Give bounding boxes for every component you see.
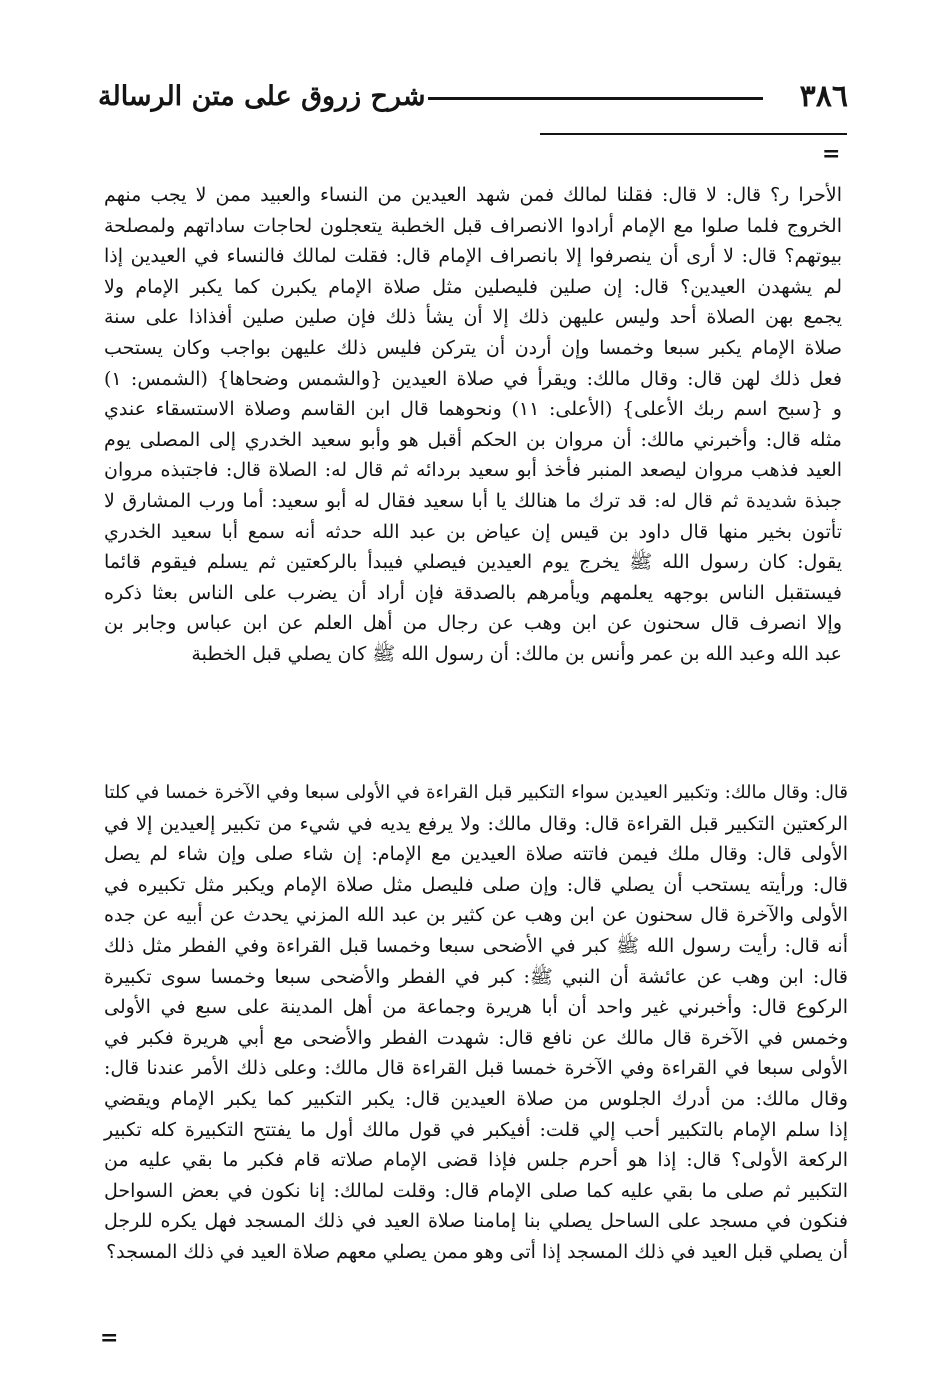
text-line: بيوتهم؟ قال: لا أرى أن ينصرفوا إلا بانصراف الإمام قال: فقلت لمالك فالنساء في العيدين إذا — [104, 245, 842, 268]
text-line: فنكون في مسجد على الساحل يصلي بنا إمامنا صلاة العيد في ذلك المسجد فهل يكره للرجل — [104, 1210, 848, 1233]
text-line: عبد الله وعبد الله بن عمر وأنس بن مالك: أن رسول الله ﷺ كان يصلي قبل الخطبة — [191, 642, 842, 665]
section-end-mark: = — [100, 1325, 119, 1351]
paragraph-1 — [104, 180, 842, 670]
text-line: التكبير ثم صلى ما بقي عليه كما صلى الإمام قال: وقلت لمالك: إنا نكون في بعض السواحل — [104, 1179, 848, 1202]
text-line: الأولى والآخرة قال سحنون عن ابن وهب عن كثير بن عبد الله المزني يحدث عن أبيه عن جده — [104, 904, 848, 927]
text-line: وخمس في الآخرة قال مالك عن نافع قال: شهدت الفطر والأضحى مع أبي هريرة فكبر في — [104, 1026, 848, 1049]
text-top-rule — [540, 133, 847, 135]
text-line: و {سبح اسم ربك الأعلى} (الأعلى: ١١) ونحوهما قال ابن القاسم وصلاة الاستسقاء عندي — [104, 398, 842, 421]
text-line: الخروج فلما صلوا مع الإمام أرادوا الانصراف قبل الخطبة يتعجلون لحاجات ساداتهم ولمصلحة — [104, 214, 842, 237]
header-rule — [428, 97, 763, 100]
text-line: الركعة الأولى؟ قال: إذا هو أحرم جلس فإذا قضى الإمام صلاته قام فكبر ما بقي عليه من — [104, 1149, 848, 1172]
text-line: الأولى سبعا في القراءة وفي الآخرة خمسا قبل القراءة قال مالك: وعلى ذلك الأمر عندنا قال: — [104, 1057, 848, 1080]
text-line: الأولى قال: وقال ملك فيمن فاتته صلاة العيدين مع الإمام: إن شاء صلى وإن شاء لم يصل — [104, 843, 848, 866]
text-line: لم يشهدن العيدين؟ قال: إن صلين فليصلين مثل صلاة الإمام يكبرن كما يكبر الإمام ولا — [104, 275, 842, 298]
section-start-mark: = — [822, 141, 841, 167]
text-line: فعل ذلك لهن قال: وقال مالك: ويقرأ في صلاة العيدين {والشمس وضحاها} (الشمس: ١) — [104, 367, 842, 390]
text-line: إذا سلم الإمام بالتكبير أحب إلي قلت: أفيكبر في قول مالك أول ما يفتتح التكبيرة كله تكبير — [104, 1118, 848, 1141]
text-line: الأحرا ر؟ قال: لا قال: فقلنا لمالك فمن شهد العيدين من النساء والعبيد ممن لا يجب منهم — [104, 184, 842, 206]
page-number: ٣٨٦ — [799, 79, 848, 114]
text-line: العيد فذهب مروان ليصعد المنبر فأخذ أبو سعيد بردائه ثم قال له: الصلاة قال: فاجتبذه مروان — [104, 459, 842, 482]
text-line: وإلا انصرف قال سحنون عن ابن وهب عن رجال من أهل العلم عن ابن عباس وجابر بن — [104, 612, 842, 635]
text-line: الركعتين التكبير قبل القراءة قال: وقال مالك: ولا يرفع يديه في شيء من تكبير إلعيدين إلا في — [104, 812, 848, 835]
text-line: أنه قال: رأيت رسول الله ﷺ كبر في الأضحى سبعا وخمسا قبل القراءة وفي الفطر مثل ذلك — [104, 934, 848, 957]
text-line: وقال مالك: من أدرك الجلوس من صلاة العيدين قال: يكبر التكبير كما يكبر الإمام ويقضي — [104, 1087, 848, 1110]
text-line: يجمع بهن الصلاة أحد وليس عليهن ذلك إلا أن يشأ ذلك فإن صلين صلين أفذاذا على سنة — [104, 306, 842, 329]
paragraph-2 — [104, 778, 848, 1268]
text-line: تأتون بخير منها قال داود بن قيس إن عياض بن عبد الله حدثه أنه سمع أبا سعيد الخدري — [104, 520, 842, 543]
text-line: يقول: كان رسول الله ﷺ يخرج يوم العيدين فيصلي فيبدأ بالركعتين ثم يسلم فيقوم قائما — [104, 551, 842, 574]
text-line: قال: ابن وهب عن عائشة أن النبي ﷺ: كبر في الفطر والأضحى سبعا وخمسا سوى تكبيرة — [104, 965, 848, 988]
text-line: قال: وقال مالك: وتكبير العيدين سواء التكبير قبل القراءة في الأولى سبعا وفي الآخرة خمسا في كلتا — [104, 782, 848, 803]
text-line: قال: ورأيته يستحب أن يصلي قال: وإن صلى فليصل مثل صلاة الإمام ويكبر مثل تكبيره في — [104, 873, 848, 896]
text-line: مثله قال: وأخبرني مالك: أن مروان بن الحكم أقبل هو وأبو سعيد الخدري إلى المصلى يوم — [104, 428, 842, 451]
text-line: فيستقبل الناس بوجهه يعلمهم ويأمرهم بالصدقة فإن أراد أن يضرب على الناس بعثا ذكره — [104, 581, 842, 604]
text-line: أن يصلي قبل العيد في ذلك المسجد إذا أتى وهو ممن يصلي معهم صلاة العيد في ذلك المسجد؟ — [106, 1240, 848, 1263]
page-header — [98, 80, 848, 120]
text-line: صلاة الإمام يكبر سبعا وخمسا وإن أردن أن يتركن فليس ذلك عليهن بواجب وكان يستحب — [104, 336, 842, 359]
running-title: شرح زروق على متن الرسالة — [98, 81, 426, 112]
text-line: جبذة شديدة ثم قال له: قد ترك ما هنالك يا أبا سعيد فقال له أبو سعيد: أما ورب المشارق لا — [104, 489, 842, 512]
text-line: الركوع قال: وأخبرني غير واحد أن أبا هريرة وجماعة من أهل المدينة على سبع في الأولى — [104, 996, 848, 1019]
